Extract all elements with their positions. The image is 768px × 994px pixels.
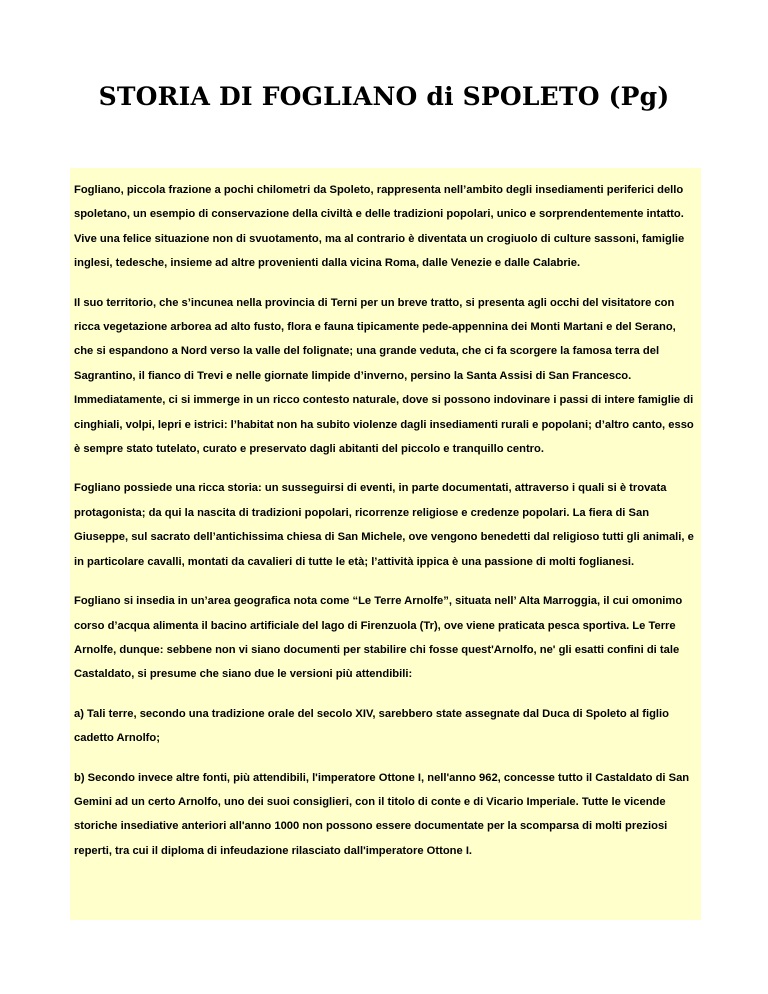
- paragraph-version-a: a) Tali terre, secondo una tradizione orale del secolo XIV, sarebbero state assegnate dal Duca di Spoleto al figlio cadetto Arnolfo;: [74, 707, 669, 745]
- paragraph-history: Fogliano possiede una ricca storia: un susseguirsi di eventi, in parte documentati, attraverso i quali si è trovata protagonista; da qui la nascita di tradizioni popolari, ricorrenze religiose e credenze popolari. La fiera di San Giuseppe, sul sacrato dell’antichissima chiesa di San Michele, ove vengono benedetti dal religioso tutti gli animali, e in particolare cavalli, montati da cavalieri di tutte le età; l’attività ippica è una passione di molti foglianesi.: [74, 482, 694, 568]
- paragraph-terre-arnolfe: Fogliano si insedia in un’area geografica nota come “Le Terre Arnolfe”, situata nell’ Alta Marroggia, il cui omonimo corso d’acqua alimenta il bacino artificiale del lago di Firenzuola (Tr), ove viene praticata pesca sportiva. Le Terre Arnolfe, dunque: sebbene non vi siano documenti per stabilire chi fosse quest'Arnolfo, ne' gli esatti confini di tale Castaldato, si presume che siano due le versioni più attendibili:: [74, 595, 683, 681]
- paragraph-territory: Il suo territorio, che s’incunea nella provincia di Terni per un breve tratto, si presenta agli occhi del visitatore con ricca vegetazione arborea ad alto fusto, flora e fauna tipicamente pede-appennina dei Monti Martani e del Serano, che si espandono a Nord verso la valle del folignate; una grande veduta, che ci fa scorgere la famosa terra del Sagrantino, il fianco di Trevi e nelle giornate limpide d’inverno, persino la Santa Assisi di San Francesco. Immediatamente, ci si immerge in un ricco contesto naturale, dove si possono indovinare i passi di intere famiglie di cinghiali, volpi, lepri e istrici: l’habitat non ha subito violenze dagli insediamenti rurali e popolani; d’altro canto, esso è sempre stato tutelato, curato e preservato dagli abitanti del piccolo e tranquillo centro.: [74, 296, 694, 456]
- paragraph-version-b: b) Secondo invece altre fonti, più attendibili, l'imperatore Ottone I, nell'anno 962, concesse tutto il Castaldato di San Gemini ad un certo Arnolfo, uno dei suoi consiglieri, con il titolo di conte e di Vicario Imperiale. Tutte le vicende storiche insediative anteriori all'anno 1000 non possono essere documentate per la scomparsa di molti preziosi reperti, tra cui il diploma di infeudazione rilasciato dall'imperatore Ottone I.: [74, 771, 690, 857]
- content-box: [70, 168, 701, 920]
- page-title: STORIA DI FOGLIANO di SPOLETO (Pg): [98, 82, 670, 111]
- paragraph-intro: Fogliano, piccola frazione a pochi chilometri da Spoleto, rappresenta nell’ambito degli insediamenti periferici dello spoletano, un esempio di conservazione della civiltà e delle tradizioni popolari, unico e sorprendentemente intatto. Vive una felice situazione non di svuotamento, ma al contrario è diventata un crogiuolo di culture sassoni, famiglie inglesi, tedesche, insieme ad altre provenienti dalla vicina Roma, dalle Venezie e dalle Calabrie.: [74, 184, 685, 270]
